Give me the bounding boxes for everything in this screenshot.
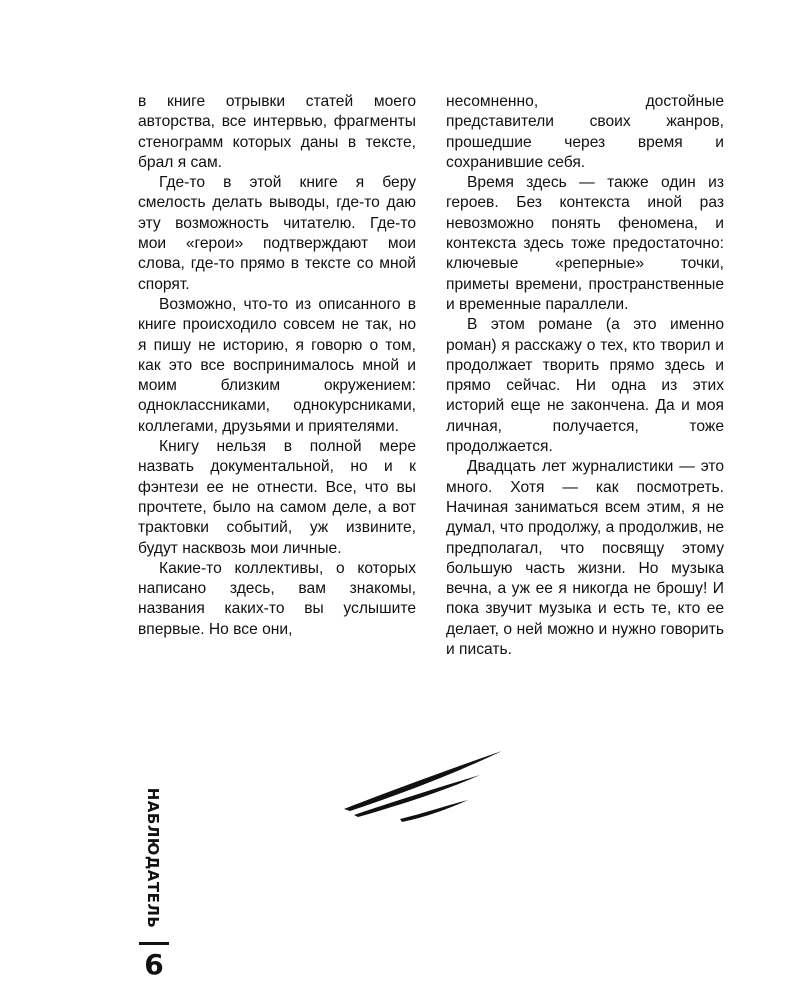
right-paragraph-4: Двадцать лет журналистики — это много. Хотя — как посмотреть. Начиная заниматься всем этим, я не думал, что продолжу, а продолжив, не предполагал, что посвящу этому большую часть жизни. Но музыка вечна, а уж ее я никогда не брошу! И пока звучит музыка и есть те, кто ее делает, о ней можно и нужно говорить и писать. [446, 458, 724, 659]
left-paragraph-5: Какие-то коллективы, о которых написано здесь, вам знакомы, названия каких-то вы услышите впервые. Но все они, [138, 559, 416, 638]
page-number: 6 [144, 948, 164, 981]
left-paragraph-1: в книге отрывки статей моего авторства, все интервью, фрагменты стенограмм которых даны в тексте, брал я сам. [138, 93, 416, 171]
right-text-column [446, 92, 724, 660]
right-paragraph-3: В этом романе (а это именно роман) я расскажу о тех, кто творил и продолжает творить прямо здесь и прямо сейчас. Ни одна из этих историй еще не закончена. Да и моя личная, получается, тоже продолжается. [446, 316, 724, 456]
brushstroke-ornament [340, 745, 510, 825]
running-header [69, 400, 164, 981]
running-header-title: НАБЛЮДАТЕЛЬ [144, 787, 162, 929]
header-divider [139, 942, 169, 945]
left-text-column [138, 92, 416, 640]
right-paragraph-1: несомненно, достойные представители своих жанров, прошедшие через время и сохранившие себя. [446, 93, 724, 171]
left-paragraph-3: Возможно, что-то из описанного в книге происходило совсем не так, но я пишу не историю, я говорю о том, как это все воспринималось мной и моим близким окружением: одноклассниками, однокурсниками, коллегами, друзьями и приятелями. [138, 295, 416, 435]
left-paragraph-4: Книгу нельзя в полной мере назвать документальной, но и к фэнтези ее не отнести. Все, что вы прочтете, было на самом деле, а вот трактовки событий, уж извините, будут насквозь мои личные. [138, 438, 416, 557]
right-paragraph-2: Время здесь — также один из героев. Без контекста иной раз невозможно понять феномена, и контекста здесь тоже предостаточно: ключевые «реперные» точки, приметы времени, пространственные и временные параллели. [446, 174, 724, 313]
left-paragraph-2: Где-то в этой книге я беру смелость делать выводы, где-то даю эту возможность читателю. Где-то мои «герои» подтверждают мои слова, где-то прямо в тексте со мной спорят. [138, 174, 416, 293]
